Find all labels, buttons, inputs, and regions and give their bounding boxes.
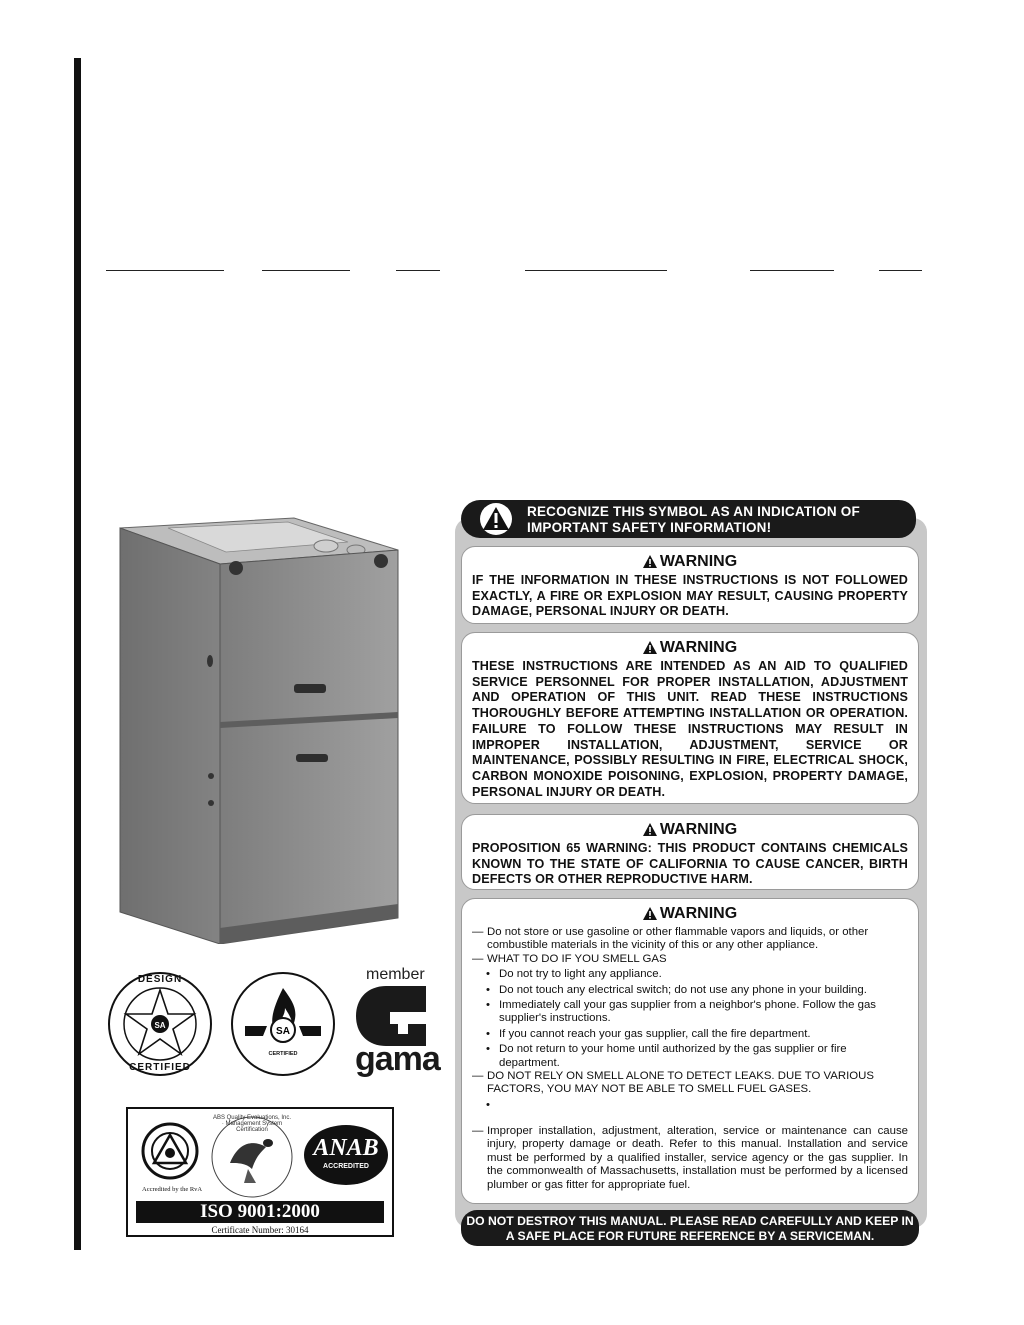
gama-logo-mark: [356, 986, 426, 1046]
svg-text:SA: SA: [276, 1026, 290, 1037]
warning-text-3: PROPOSITION 65 WARNING: THIS PRODUCT CONTAINS CHEMICALS KNOWN TO THE STATE OF CALIFORNIA TO CAUSE CANCER, BIRTH DEFECTS OR OTHER REPRODUCTIVE HARM.: [472, 841, 908, 887]
safety-panel: [455, 500, 927, 1246]
safety-banner-text: RECOGNIZE THIS SYMBOL AS AN INDICATION OF IMPORTANT SAFETY INFORMATION!: [527, 504, 860, 535]
warning-triangle-icon: [643, 823, 657, 836]
list-item: • Do not try to light any appliance.: [472, 968, 908, 981]
warning-box-1: [461, 546, 919, 624]
warning-header-4: [472, 905, 908, 922]
warning-label: WARNING: [659, 553, 738, 570]
anab-logo: [304, 1125, 388, 1185]
blank-line-2: [262, 270, 350, 271]
manual-retention-notice: DO NOT DESTROY THIS MANUAL. PLEASE READ CAREFULLY AND KEEP IN A SAFE PLACE FOR FUTURE REFERENCE BY A SERVICEMAN.: [461, 1210, 919, 1246]
warning-label: WARNING: [659, 905, 738, 922]
warning-triangle-icon: [643, 555, 657, 568]
list-item: — WHAT TO DO IF YOU SMELL GAS: [472, 953, 908, 966]
blank-line-4: [525, 270, 667, 271]
blank-line-5: [750, 270, 834, 271]
warning-header-1: [472, 553, 908, 570]
iso-standard-label: ISO 9001:2000: [136, 1201, 384, 1223]
warning-box-2: [461, 632, 919, 804]
warning-text-1: IF THE INFORMATION IN THESE INSTRUCTIONS IS NOT FOLLOWED EXACTLY, A FIRE OR EXPLOSION MAY RESULT, CAUSING PROPERTY DAMAGE, PERSONAL INJURY OR DEATH.: [472, 573, 908, 619]
gama-name-text: gama: [355, 1040, 440, 1078]
csa-certified-seal: [229, 970, 337, 1078]
safety-banner: [461, 500, 916, 538]
list-spacer: [472, 1099, 908, 1125]
abs-seal-text: ABS Quality Evaluations, Inc. · Management System Certification: [212, 1115, 292, 1133]
list-item: — DO NOT RELY ON SMELL ALONE TO DETECT LEAKS. DUE TO VARIOUS FACTORS, YOU MAY NOT BE ABLE TO SMELL FUEL GASES.: [472, 1070, 908, 1097]
design-seal-bottom-text: CERTIFIED: [129, 1062, 191, 1073]
furnace-illustration: [108, 508, 408, 944]
list-item: • Do not return to your home until authorized by the gas supplier or fire department.: [472, 1043, 908, 1070]
warning-box-4: [461, 898, 919, 1204]
warning-triangle-icon: [643, 907, 657, 920]
accredited-by-text: Accredited by the RvA: [142, 1186, 203, 1193]
warning-box-3: [461, 814, 919, 890]
gas-safety-list: [472, 926, 908, 1192]
list-item: — Improper installation, adjustment, alteration, service or maintenance can cause injury, property damage or death. Refer to this manual. Installation and service must be performed by a qualified installer, service agency or the gas supplier. In the commonwealth of Massachusetts, installation must be performed by a licensed plumber or gas fitter for appropriate fuel.: [472, 1125, 908, 1192]
blank-line-1: [106, 270, 224, 271]
anab-sub: ACCREDITED: [323, 1163, 369, 1170]
svg-text:SA: SA: [154, 1021, 166, 1030]
page-edge-bar: [74, 58, 81, 1250]
list-item: • Do not touch any electrical switch; do not use any phone in your building.: [472, 984, 908, 997]
warning-text-2: THESE INSTRUCTIONS ARE INTENDED AS AN AID TO QUALIFIED SERVICE PERSONNEL FOR PROPER INSTALLATION, ADJUSTMENT AND OPERATION OF THIS UNIT. READ THESE INSTRUCTIONS THOROUGHLY BEFORE ATTEMPTING INSTALLATION OR OPERATION. FAILURE TO FOLLOW THESE INSTRUCTIONS MAY RESULT IN IMPROPER INSTALLATION, ADJUSTMENT, SERVICE OR MAINTENANCE, POSSIBLY RESULTING IN FIRE, ELECTRICAL SHOCK, CARBON MONOXIDE POISONING, EXPLOSION, PROPERTY DAMAGE, PERSONAL INJURY OR DEATH.: [472, 659, 908, 799]
anab-name: ANAB: [313, 1135, 379, 1161]
blank-line-3: [396, 270, 440, 271]
iso-certificate-number: Certificate Number: 30164: [211, 1225, 309, 1235]
warning-header-3: [472, 821, 908, 838]
warning-header-2: [472, 639, 908, 656]
warning-triangle-icon: [643, 641, 657, 654]
iso-certification-box: [126, 1107, 394, 1237]
csa-seal-label: CERTIFIED: [268, 1051, 298, 1057]
warning-label: WARNING: [659, 639, 738, 656]
list-item: • If you cannot reach your gas supplier, call the fire department.: [472, 1028, 908, 1041]
warning-label: WARNING: [659, 821, 738, 838]
gama-member-text: member: [366, 966, 425, 983]
rva-logo: [140, 1119, 200, 1183]
safety-alert-icon: [476, 502, 516, 536]
design-seal-top-text: DESIGN: [137, 974, 183, 985]
list-item: — Do not store or use gasoline or other flammable vapors and liquids, or other combustible materials in the vicinity of this or any other appliance.: [472, 926, 908, 953]
blank-line-6: [879, 270, 922, 271]
list-item: • Immediately call your gas supplier from a neighbor's phone. Follow the gas supplier's instructions.: [472, 999, 908, 1026]
